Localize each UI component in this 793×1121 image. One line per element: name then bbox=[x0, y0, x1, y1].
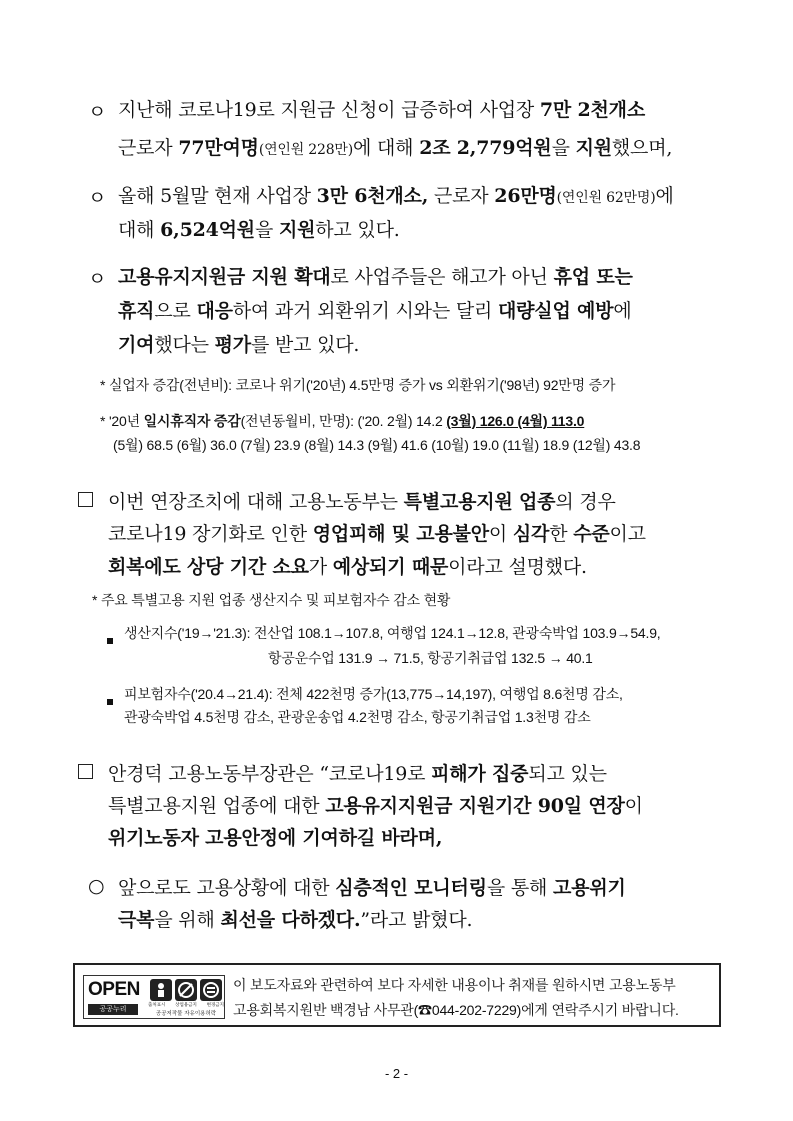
checkbox-square-icon bbox=[78, 492, 93, 511]
no-derivatives-icon bbox=[200, 979, 222, 1001]
circle-bullet: ○ bbox=[88, 875, 105, 897]
insured-count-line-2: 관광숙박업 4.5천명 감소, 관광운송업 4.2천명 감소, 항공기취급업 1.3천명 감소 bbox=[124, 709, 591, 725]
paragraph-2-line-1: 올해 5월말 현재 사업장 3만 6천개소, 근로자 26만명(연인원 62만명)에 bbox=[118, 185, 674, 207]
square-bullet-icon bbox=[107, 690, 113, 709]
paragraph-3-line-2: 휴직으로 대응하여 과거 외환위기 시와는 달리 대량실업 예방에 bbox=[118, 300, 632, 322]
paragraph-1-line-1: 지난해 코로나19로 지원금 신청이 급증하여 사업장 7만 2천개소 bbox=[118, 99, 645, 121]
paragraph-1-line-2: 근로자 77만여명(연인원 228만)에 대해 2조 2,779억원을 지원했으며, bbox=[118, 137, 673, 159]
contact-line-1: 이 보도자료와 관련하여 보다 자세한 내용이나 취재를 원하시면 고용노동부 bbox=[233, 977, 676, 993]
section-1-line-1: 이번 연장조치에 대해 고용노동부는 특별고용지원 업종의 경우 bbox=[108, 491, 616, 513]
circle-bullet: ㅇ bbox=[88, 268, 107, 290]
circle-bullet: ㅇ bbox=[88, 187, 107, 209]
open-logo-subtitle: 공공누리 bbox=[88, 1004, 138, 1015]
paragraph-2-line-2: 대해 6,524억원을 지원하고 있다. bbox=[118, 219, 400, 241]
production-index-line-1: 생산지수('19→'21.3): 전산업 108.1→107.8, 여행업 124.1→12.8, 관광숙박업 103.9→54.9, bbox=[124, 625, 661, 641]
note-temporary-leave-line-1: * '20년 일시휴직자 증감(전년동월비, 만명): ('20. 2월) 14.2 (3월) 126.0 (4월) 113.0 bbox=[100, 413, 585, 429]
section-1-line-2: 코로나19 장기화로 인한 영업피해 및 고용불안이 심각한 수준이고 bbox=[108, 523, 646, 545]
section-1-line-3: 회복에도 상당 기간 소요가 예상되기 때문이라고 설명했다. bbox=[108, 556, 587, 578]
section-2-line-3: 위기노동자 고용안정에 기여하길 바라며, bbox=[108, 827, 443, 849]
paragraph-4-line-2: 극복을 위해 최선을 다하겠다.”라고 밝혔다. bbox=[118, 909, 473, 931]
checkbox-square-icon bbox=[78, 764, 93, 783]
contact-line-2: 고용회복지원반 백경남 사무관(☎044-202-7229)에게 연락주시기 바랍니다. bbox=[233, 1002, 679, 1018]
insured-count-line-1: 피보험자수('20.4→21.4): 전체 422천명 증가(13,775→14,197), 여행업 8.6천명 감소, bbox=[124, 686, 623, 702]
square-bullet-icon bbox=[107, 629, 113, 648]
circle-bullet: ㅇ bbox=[88, 101, 107, 123]
note-industry-stats-title: * 주요 특별고용 지원 업종 생산지수 및 피보험자수 감소 현황 bbox=[92, 592, 451, 608]
section-2-line-1: 안경덕 고용노동부장관은 “코로나19로 피해가 집중되고 있는 bbox=[108, 763, 607, 785]
section-2-line-2: 특별고용지원 업종에 대한 고용유지지원금 지원기간 90일 연장이 bbox=[108, 795, 643, 817]
paragraph-4-line-1: 앞으로도 고용상황에 대한 심층적인 모니터링을 통해 고용위기 bbox=[118, 877, 626, 899]
paragraph-3-line-3: 기여했다는 평가를 받고 있다. bbox=[118, 334, 360, 356]
open-logo-text: OPEN bbox=[88, 979, 140, 1000]
noncommercial-icon bbox=[175, 979, 197, 1001]
contact-info-box bbox=[73, 963, 721, 1027]
kogl-open-license-logo bbox=[83, 975, 225, 1019]
attribution-icon bbox=[150, 979, 172, 1001]
page-number: - 2 - bbox=[384, 1066, 409, 1081]
note-unemployment: * 실업자 증감(전년비): 코로나 위기('20년) 4.5만명 증가 vs 외환위기('98년) 92만명 증가 bbox=[100, 377, 616, 393]
license-caption: 공공저작물 자유이용허락 bbox=[155, 1011, 217, 1017]
production-index-line-2: 항공운수업 131.9 → 71.5, 항공기취급업 132.5 → 40.1 bbox=[268, 650, 593, 666]
note-temporary-leave-line-2: (5월) 68.5 (6월) 36.0 (7월) 23.9 (8월) 14.3 (9월) 41.6 (10월) 19.0 (11월) 18.9 (12월) 43.8 bbox=[113, 437, 641, 453]
paragraph-3-line-1: 고용유지지원금 지원 확대로 사업주들은 해고가 아닌 휴업 또는 bbox=[118, 266, 633, 288]
license-badge-labels: 출처표시 상업용금지 변경금지 bbox=[148, 1003, 224, 1008]
